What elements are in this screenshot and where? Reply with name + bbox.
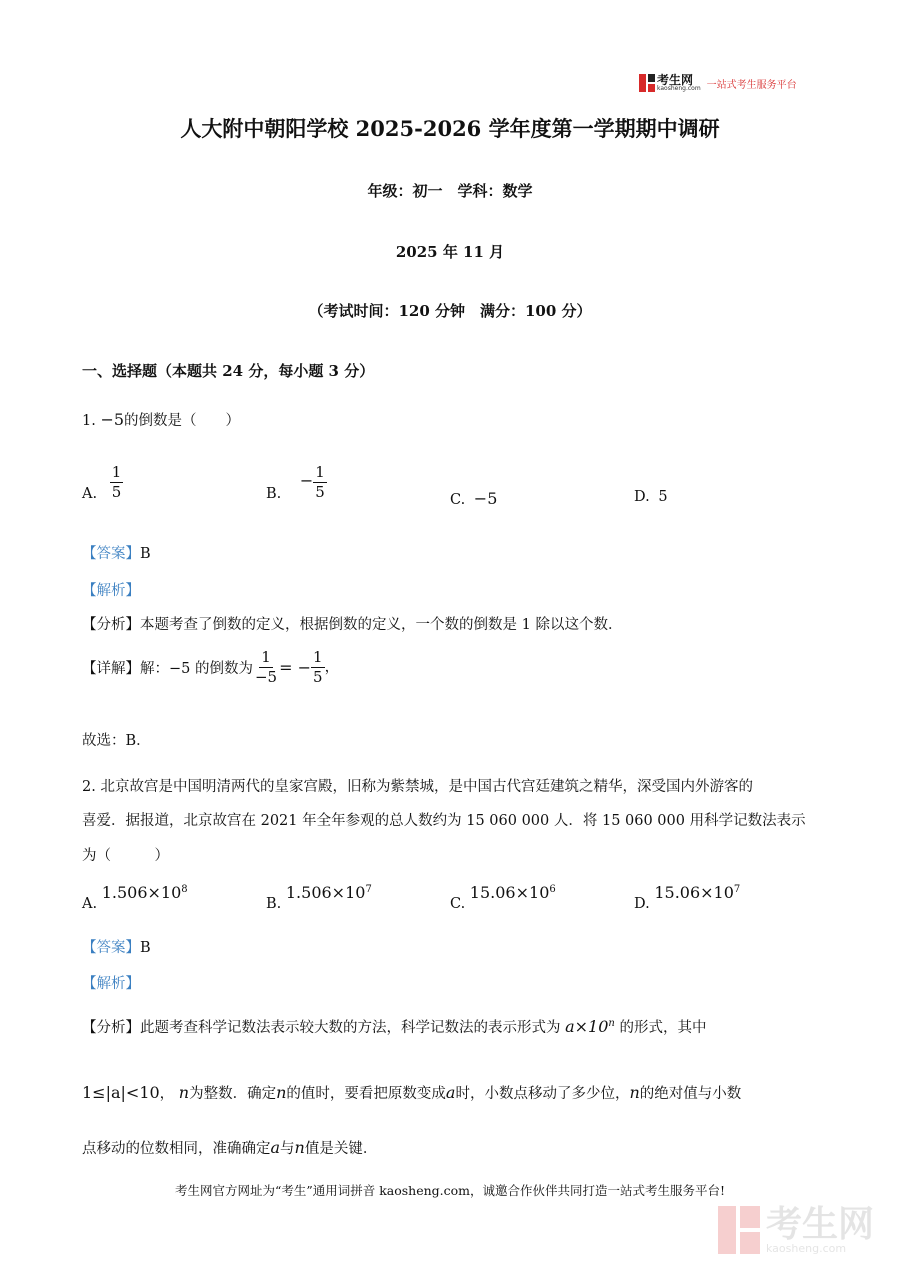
logo-slogan: 一站式考生服务平台 (706, 79, 797, 91)
q2-option-a: A. $1.506\times 10^8$ (82, 883, 188, 912)
q1-number: 1. (82, 413, 96, 429)
answer-value: B (140, 546, 151, 562)
q2-analysis-tag: 【解析】 (82, 976, 140, 992)
q2-option-c: C. $15.06\times 10^6$ (450, 883, 556, 912)
q1-stem-text: 的倒数是（ ） (124, 413, 241, 429)
q2-fenxi-line-3: 点移动的位数相同，准确确定a与n值是关键． (82, 1138, 378, 1157)
exam-info: （考试时间：120 分钟 满分：100 分） (308, 302, 592, 320)
logo-name: 考生网 (657, 73, 694, 87)
footer-text: 考生网官方网址为“考生”通用词拼音 kaosheng.com，诚邀合作伙伴共同打造一站式考生服务平台! (174, 1183, 726, 1198)
q1-option-b: B. − $\frac{1}{5}$ (266, 463, 325, 503)
q1-option-a-fraction: $\frac{1}{5}$ (111, 463, 122, 501)
q2-option-d: D. $15.06\times 10^7$ (634, 883, 741, 912)
page-title: 人大附中朝阳学校 2025-2026 学年度第一学期期中调研 (180, 116, 720, 141)
q2-line-1: 2. 北京故宫是中国明清两代的皇家宫殿，旧称为紫禁城，是中国古代宫廷建筑之精华，深受国内外游客的 (82, 779, 753, 795)
q1-conclusion: 故选：B． (82, 733, 151, 749)
q2-line-3: 为（ ） (82, 848, 169, 864)
q1-option-c: C. −5 (450, 489, 498, 508)
kaosheng-logo-icon (639, 74, 655, 92)
top-logo (639, 72, 797, 94)
watermark-logo-icon (718, 1206, 760, 1254)
q1-detail: 【详解】解：−5 的倒数为 $\frac{1}{-5}$ = − $\frac{1}{5}$ ， (82, 648, 340, 686)
q1-analysis-tag: 【解析】 (82, 583, 140, 599)
answer-tag: 【答案】 (82, 546, 140, 562)
q2-option-b: B. $1.506\times 10^7$ (266, 883, 372, 912)
exam-date: 2025 年 11 月 (395, 243, 505, 261)
q1-option-b-fraction: $\frac{1}{5}$ (315, 463, 325, 501)
logo-text (657, 74, 701, 92)
q1-expr: −5 (100, 410, 125, 429)
logo-domain: kaosheng.com (657, 85, 701, 92)
q2-fenxi-line-2: 1≤|a|<10， n为整数．确定n的值时，要看把原数变成a时，小数点移动了多少位，n的绝对值与小数 (82, 1083, 742, 1102)
q1-option-d: D. 5 (634, 489, 668, 505)
watermark-domain: kaosheng.com (766, 1241, 847, 1255)
q1-stem (82, 410, 240, 430)
grade-subject: 年级：初一 学科：数学 (367, 182, 533, 200)
section-heading: 一、选择题（本题共 24 分，每小题 3 分） (82, 362, 375, 380)
q2-fenxi-line-1: 【分析】此题考查科学记数法表示较大数的方法，科学记数法的表示形式为 $a\times 10^n$ 的形式，其中 (82, 1017, 707, 1036)
watermark-name: 考生网 (766, 1203, 875, 1245)
q1-fenxi: 【分析】本题考查了倒数的定义，根据倒数的定义，一个数的倒数是 1 除以这个数． (82, 617, 623, 633)
q2-line-2: 喜爱．据报道，北京故宫在 2021 年全年参观的总人数约为 15 060 000 人．将 15 060 000 用科学记数法表示 (82, 813, 806, 829)
q1-detail-fraction-1: $\frac{1}{-5}$ (254, 648, 278, 686)
q1-detail-fraction-2: $\frac{1}{5}$ (313, 648, 323, 686)
q1-answer (82, 546, 151, 563)
q1-option-a: A. $\frac{1}{5}$ (82, 463, 122, 503)
q2-answer: 【答案】B (82, 940, 151, 956)
watermark (718, 1203, 875, 1255)
